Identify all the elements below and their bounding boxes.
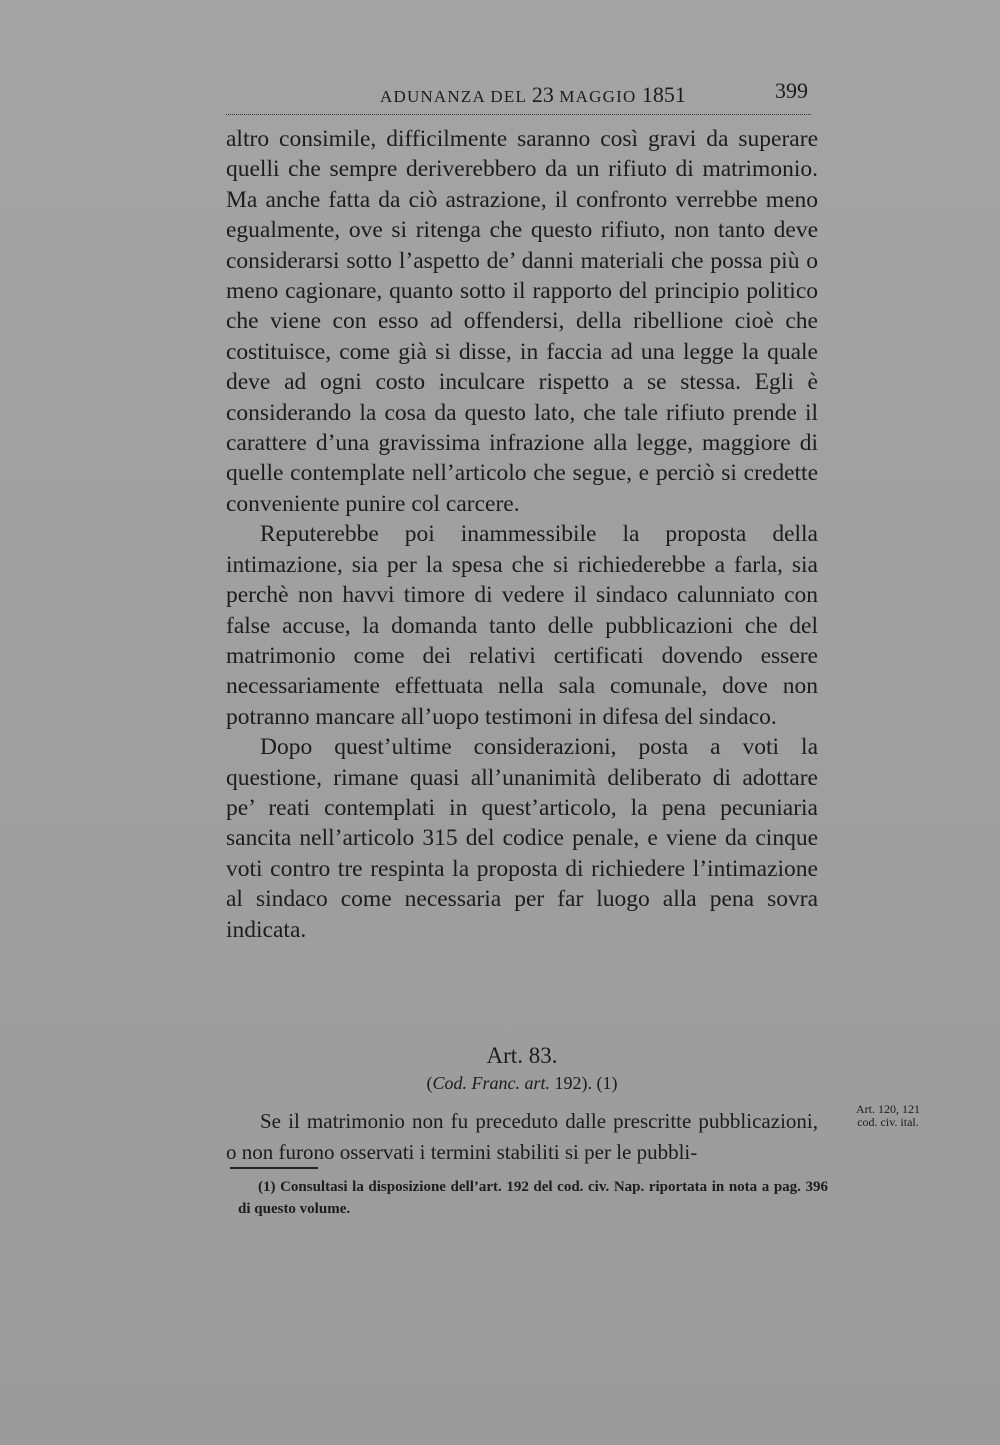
margin-note-line: cod. civ. ital. bbox=[857, 1115, 919, 1129]
header-rule bbox=[226, 114, 811, 115]
margin-note-line: Art. 120, 121 bbox=[856, 1102, 920, 1116]
article-source bbox=[226, 1073, 818, 1094]
page-number: 399 bbox=[775, 78, 808, 103]
article-source-code: Cod. Franc. art. bbox=[432, 1073, 551, 1093]
running-title bbox=[380, 82, 686, 108]
article-text: Se il matrimonio non fu preceduto dalle prescritte pubblicazioni, o non furono osservati i termini stabiliti si per le pubbli- bbox=[226, 1109, 818, 1164]
paragraph: Reputerebbe poi inammessibile la proposta della intimazione, sia per la spesa che si richiederebbe a farla, sia perchè non havvi timore di vedere il sindaco calunniato con false accuse, la domanda tanto delle pubblicazioni che del matrimonio come dei relativi certificati dovendo essere necessariamente effettuata nella sala comunale, dove non potranno mancare all’uopo testimoni in difesa del sindaco. bbox=[226, 521, 818, 730]
footnote: (1) Consultasi la disposizione dell’art. 192 del cod. civ. Nap. riportata in nota a pag. 396 di questo volume. bbox=[238, 1179, 828, 1217]
margin-note bbox=[838, 1103, 938, 1129]
article-title: Art. 83. bbox=[486, 1043, 558, 1068]
running-title-day: 23 bbox=[531, 82, 554, 107]
paragraph: Dopo quest’ultime considerazioni, posta a voti la questione, rimane quasi all’unanimità deliberato di adottare pe’ reati contemplati in quest’articolo, la pena pecuniaria sancita nell’articolo 315 del codice penale, e viene da cinque voti contro tre respinta la proposta di richiedere l’intimazione al sindaco come necessaria per far luogo alla pena sovra indicata. bbox=[226, 734, 818, 943]
running-head bbox=[380, 78, 810, 112]
running-title-part: MAGGIO bbox=[553, 87, 642, 106]
body-text bbox=[226, 124, 818, 945]
footnote-rule bbox=[230, 1167, 318, 1169]
running-title-year: 1851 bbox=[641, 82, 686, 107]
article-source-rest: 192). (1) bbox=[550, 1073, 618, 1093]
article-source-open: ( bbox=[426, 1073, 433, 1093]
paragraph: altro consimile, difficilmente saranno così gravi da superare quelli che sempre deriverebbero da un rifiuto di matrimonio. Ma anche fatta da ciò astrazione, il confronto verrebbe meno egualmente, ove si ritenga che questo rifiuto, non tanto deve considerarsi sotto l’aspetto de’ danni materiali che possa più o meno cagionare, quanto sotto il rapporto del principio politico che viene con esso ad offendersi, della ribellione cioè che costituisce, come già si disse, in faccia ad una legge la quale deve ad ogni costo inculcare rispetto a se stessa. Egli è considerando la cosa da questo lato, che tale rifiuto prende il carattere d’una gravissima infrazione alla legge, maggiore di quelle contemplate nell’articolo che segue, e perciò si credette conveniente punire col carcere. bbox=[226, 126, 818, 517]
running-title-part: ADUNANZA DEL bbox=[380, 87, 532, 106]
